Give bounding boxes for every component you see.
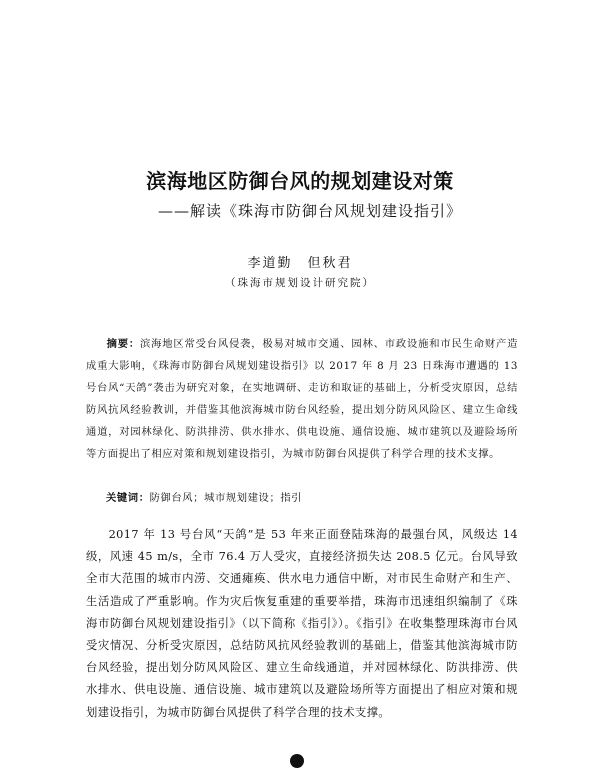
keywords-text: 防御台风；城市规划建设；指引 bbox=[149, 492, 303, 504]
page-bullet-mark bbox=[290, 754, 304, 768]
abstract-paragraph bbox=[86, 333, 518, 465]
abstract-text: 滨海地区常受台风侵袭，极易对城市交通、园林、市政设施和市民生命财产造成重大影响，《珠海市防御台风规划建设指引》以 2017 年 8 月 23 日珠海市遭遇的 13 号台风“天鸽”袭击为研究对象，在实地调研、走访和取证的基础上，分析受灾原因，总结防风抗风经验教训，并借鉴其他滨海城市防台风经验，提出划分防风风险区、建立生命线通道，对园林绿化、防洪排涝、供水排水、供电设施、通信设施、城市建筑以及避险场所等方面提出了相应对策和规划建设指引，为城市防御台风提供了科学合理的技术支撑。 bbox=[86, 338, 518, 460]
author-affiliation: （珠海市规划设计研究院） bbox=[225, 277, 375, 289]
body-paragraph: 2017 年 13 号台风“天鸽”是 53 年来正面登陆珠海的最强台风，风级达 14 级，风速 45 m/s，全市 76.4 万人受灾，直接经济损失达 208.5 亿元。台风导致全市大范围的城市内涝、交通瘫痪、供水电力通信中断，对市民生命财产和生产、生活造成了严重影响。作为灾后恢复重建的重要举措，珠海市迅速组织编制了《珠海市防御台风规划建设指引》（以下简称《指引》）。《指引》在收集整理珠海市台风受灾情况、分析受灾原因，总结防风抗风经验教训的基础上，借鉴其他滨海城市防台风经验，提出划分防风风险区、建立生命线通道，并对园林绿化、防洪排涝、供水排水、供电设施、通信设施、城市建筑以及避险场所等方面提出了相应对策和规划建设指引，为城市防御台风提供了科学合理的技术支撑。 bbox=[86, 528, 518, 719]
keywords-line bbox=[106, 487, 516, 509]
article-subtitle: ——解读《珠海市防御台风规划建设指引》 bbox=[157, 202, 462, 220]
keywords-label: 关键词： bbox=[106, 492, 150, 504]
abstract-label: 摘要： bbox=[106, 338, 140, 350]
article-authors: 李道勤 但秋君 bbox=[247, 256, 353, 271]
article-title: 滨海地区防御台风的规划建设对策 bbox=[146, 169, 454, 193]
